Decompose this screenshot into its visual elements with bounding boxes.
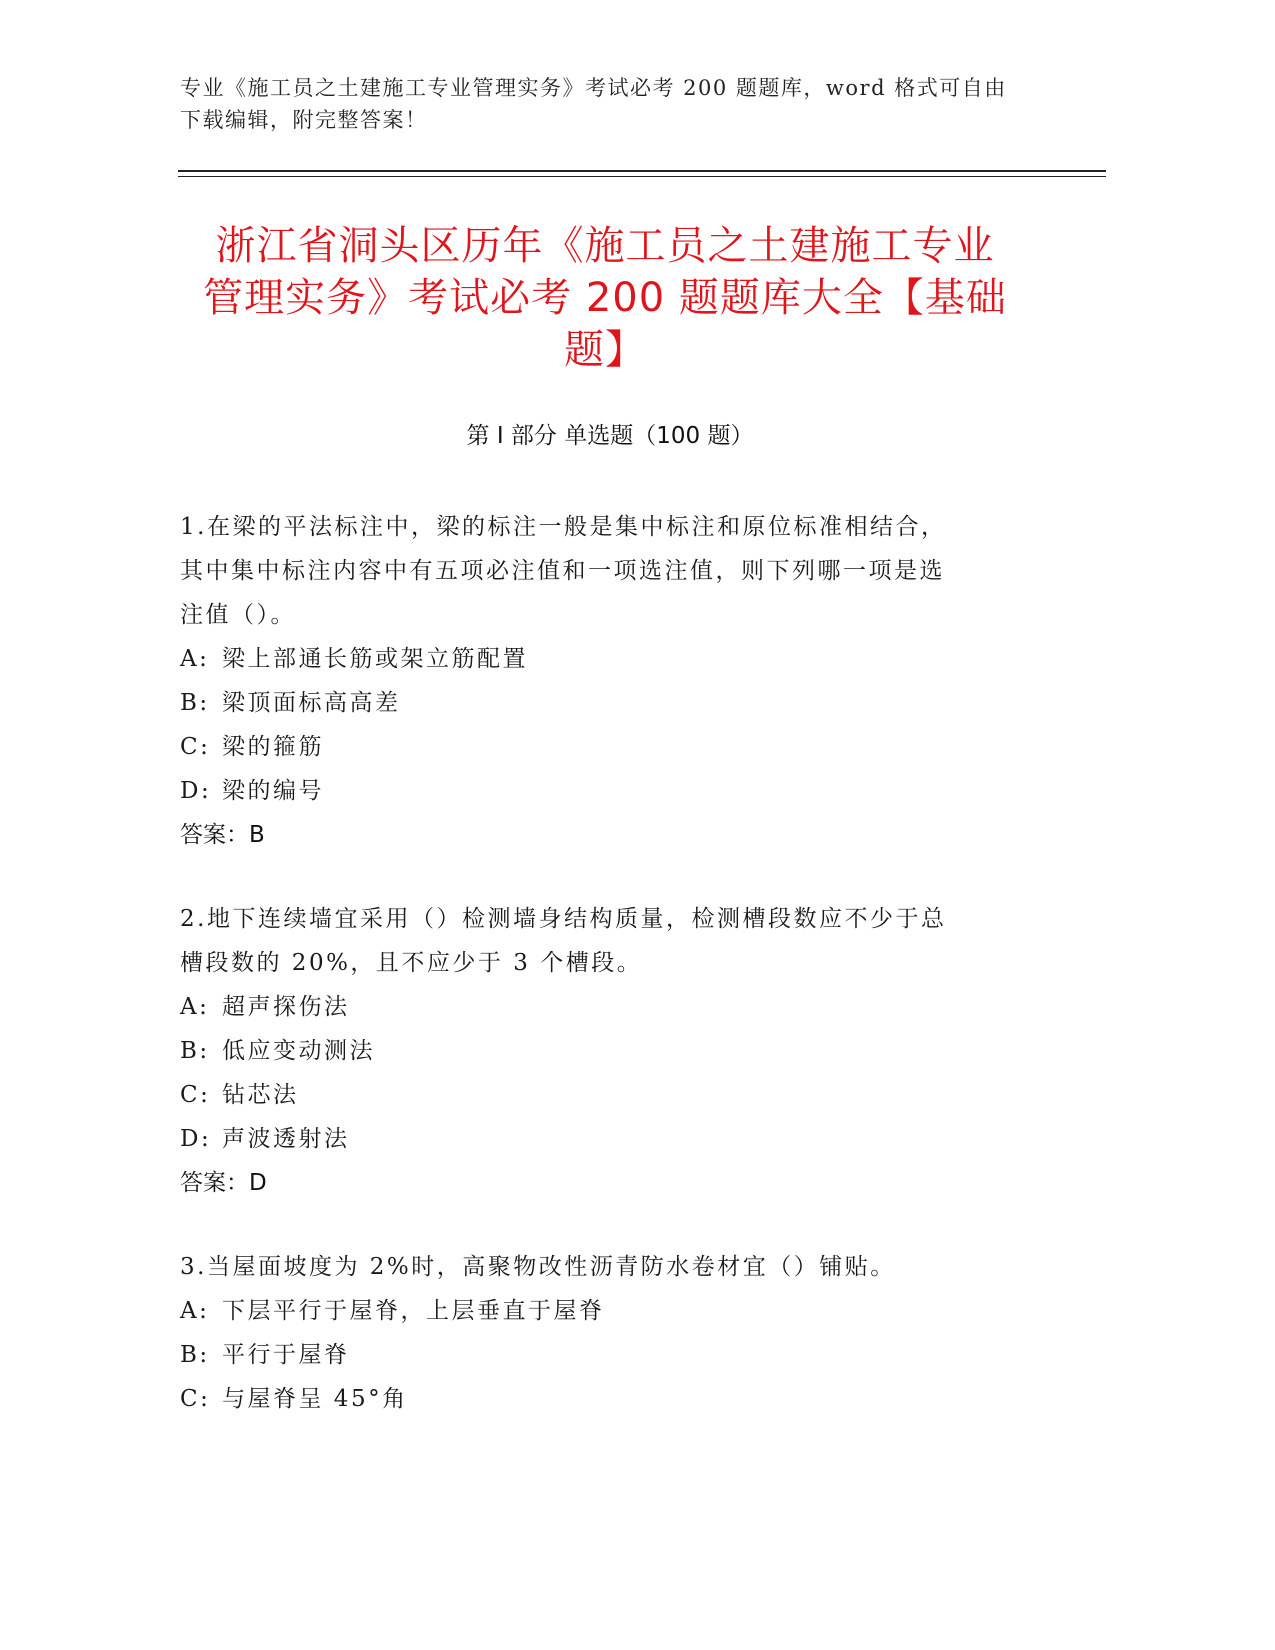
option-key: B: (180, 1038, 210, 1064)
question-option (180, 1377, 1040, 1421)
question-option (180, 1333, 1040, 1377)
question-option (180, 1117, 1040, 1161)
option-text: 梁的编号 (222, 778, 324, 804)
question-item (180, 1245, 1040, 1421)
document-title-line: 浙江省洞头区历年《施工员之土建施工专业 (215, 223, 995, 269)
question-item (180, 897, 1040, 1205)
question-option (180, 1073, 1040, 1117)
document-title (170, 220, 1040, 376)
header-rule-thick (178, 170, 1106, 172)
option-key: B: (180, 1342, 210, 1368)
question-option (180, 769, 1040, 813)
question-stem-line: 2.地下连续墙宜采用（）检测墙身结构质量，检测槽段数应不少于总 (180, 906, 947, 932)
question-stem-line: 注值（）。 (180, 602, 296, 628)
header-note-line: 下载编辑，附完整答案！ (180, 108, 428, 132)
question-option (180, 1029, 1040, 1073)
option-key: A: (180, 994, 210, 1020)
option-text: 平行于屋脊 (222, 1342, 350, 1368)
option-text: 钻芯法 (222, 1082, 299, 1108)
option-key: A: (180, 646, 210, 672)
option-text: 与屋脊呈 45°角 (222, 1386, 408, 1412)
option-key: C: (180, 734, 211, 760)
option-text: 下层平行于屋脊，上层垂直于屋脊 (222, 1298, 605, 1324)
option-text: 声波透射法 (222, 1126, 350, 1152)
section-title: 第 I 部分 单选题（100 题） (466, 423, 754, 449)
question-option (180, 637, 1040, 681)
option-key: A: (180, 1298, 210, 1324)
header-note-line: 专业《施工员之土建施工专业管理实务》考试必考 200 题题库，word 格式可自由 (180, 76, 1007, 100)
option-text: 低应变动测法 (222, 1038, 375, 1064)
question-option (180, 985, 1040, 1029)
question-item (180, 505, 1040, 857)
question-option (180, 725, 1040, 769)
question-answer: 答案：D (180, 1170, 267, 1196)
question-stem-line: 3.当屋面坡度为 2%时，高聚物改性沥青防水卷材宜（）铺贴。 (180, 1254, 896, 1280)
question-answer: 答案：B (180, 822, 265, 848)
document-title-line: 题】 (564, 327, 646, 373)
question-option (180, 681, 1040, 725)
document-title-line: 管理实务》考试必考 200 题题库大全【基础 (203, 275, 1007, 321)
option-key: C: (180, 1386, 211, 1412)
header-note (180, 72, 1040, 136)
question-list (180, 505, 1040, 1461)
option-key: C: (180, 1082, 211, 1108)
question-stem-line: 其中集中标注内容中有五项必注值和一项选注值，则下列哪一项是选 (180, 558, 945, 584)
question-stem-line: 1.在梁的平法标注中，梁的标注一般是集中标注和原位标准相结合， (180, 514, 947, 540)
header-rule-thin (178, 176, 1106, 177)
question-option (180, 1289, 1040, 1333)
option-text: 梁顶面标高高差 (222, 690, 401, 716)
option-text: 超声探伤法 (222, 994, 350, 1020)
question-stem-line: 槽段数的 20%，且不应少于 3 个槽段。 (180, 950, 643, 976)
option-key: D: (180, 778, 212, 804)
option-key: B: (180, 690, 210, 716)
option-key: D: (180, 1126, 212, 1152)
option-text: 梁的箍筋 (222, 734, 324, 760)
option-text: 梁上部通长筋或架立筋配置 (222, 646, 528, 672)
